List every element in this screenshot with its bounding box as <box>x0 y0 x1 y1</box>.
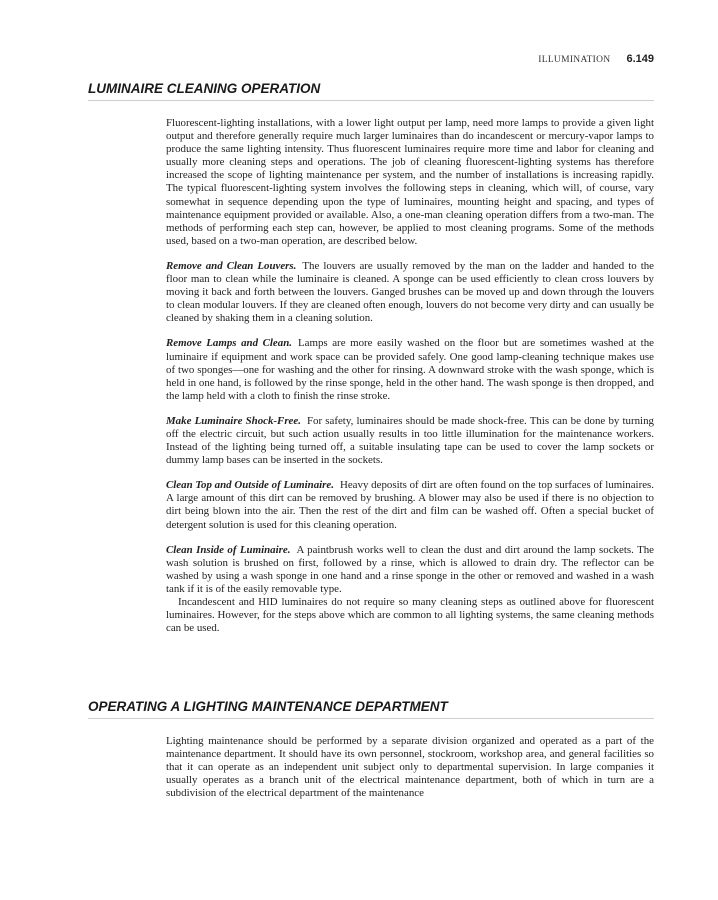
step-text: A paintbrush works well to clean the dust and dirt around the lamp sockets. The wash solution is brushed on first, followed by a rinse, which is allowed to drain dry. The reflector can be washed by using a wash sponge in one hand and a rinse sponge in the other or removed and washed in a wash tank if it is of the easily removable type. <box>166 543 654 595</box>
step-heading: Make Luminaire Shock-Free. <box>166 414 301 427</box>
step-heading: Clean Inside of Luminaire. <box>166 543 291 556</box>
running-head <box>538 53 654 65</box>
step-paragraph-inside <box>166 544 654 596</box>
section-heading-luminaire-cleaning: LUMINAIRE CLEANING OPERATION <box>88 81 654 101</box>
step-heading: Remove and Clean Louvers. <box>166 259 297 272</box>
step-paragraph-louvers <box>166 260 654 325</box>
step-heading: Clean Top and Outside of Luminaire. <box>166 479 334 492</box>
intro-paragraph: Fluorescent-lighting installations, with a lower light output per lamp, need more lamps to provide a given light output and therefore generally require much larger luminaires than do incandescent or mercury-vapor lamps to produce the same lighting intensity. Thus fluorescent luminaires require more time and labor for cleaning and usually more cleaning steps and operations. The job of cleaning fluorescent-lighting systems has therefore increased the scope of lighting maintenance per system, and the number of installations is increasing rapidly. The typical fluorescent-lighting system involves the following steps in cleaning, which will, of course, vary somewhat in sequence depending upon the type of luminaires, mounting height and spacing, and types of maintenance equipment provided or available. Also, a one-man cleaning operation differs from a two-man. The methods of performing each step can, however, be applied to most cleaning programs. Some of the methods used, based on a two-man operation, are described below. <box>166 117 654 247</box>
section-body-maintenance-department <box>166 735 654 800</box>
running-head-chapter: ILLUMINATION <box>538 55 611 65</box>
step-text: Lamps are more easily washed on the floor but are sometimes washed at the luminaire if equipment and work space can be provided safely. One good lamp-cleaning technique makes use of two sponges—one for washing and the other for rinsing. A downward stroke with the wash sponge, which is held in one hand, is followed by the rinse sponge, held in the other hand. The wash sponge is then dropped, and the lamp held with a cloth to finish the rinse stroke. <box>166 337 654 402</box>
step-text: The louvers are usually removed by the man on the ladder and handed to the floor man to clean while the luminaire is cleaned. A sponge can be used efficiently to clean cross louvers by moving it back and forth between the louvers. Ganged brushes can be moved up and down through the louvers to clean modular louvers. If they are cleaned often enough, louvers do not become very dirty and can usually be cleaned by shaking them in a cleaning solution. <box>166 259 655 325</box>
section-body-luminaire-cleaning <box>166 117 654 635</box>
intro-paragraph: Lighting maintenance should be performed by a separate division organized and operated as a part of the maintenance department. It should have its own personnel, stockroom, workshop area, and general facilities so that it can operate as an independent unit subject only to departmental supervision. In large companies it usually operates as a branch unit of the electrical maintenance department, both of which in turn are a subdivision of the electrical department of the maintenance <box>166 735 654 800</box>
step-text: For safety, luminaires should be made shock-free. This can be done by turning off the electric circuit, but such action usually results in too little illumination for the maintenance workers. Instead of the lighting being turned off, a suitable insulating tape can be used to cover the lamp sockets or dummy lamp bases can be inserted in the sockets. <box>166 414 654 467</box>
section-heading-maintenance-department: OPERATING A LIGHTING MAINTENANCE DEPARTMENT <box>88 699 654 719</box>
step-paragraph-top-outside <box>166 479 654 531</box>
closing-paragraph: Incandescent and HID luminaires do not require so many cleaning steps as outlined above for fluorescent luminaires. However, for the steps above which are common to all lighting systems, the same cleaning methods can be used. <box>166 596 654 635</box>
step-paragraph-lamps <box>166 337 654 402</box>
step-paragraph-shock-free <box>166 415 654 467</box>
step-text: Heavy deposits of dirt are often found on the top surfaces of luminaires. A large amount of this dirt can be removed by brushing. A blower may also be used if there is no objection to dirt being blown into the air. Then the rest of the dirt and film can be washed off. Often a special bucket of detergent solution is used for this cleaning operation. <box>166 479 654 531</box>
step-heading: Remove Lamps and Clean. <box>166 337 292 350</box>
page-number: 6.149 <box>626 53 654 65</box>
